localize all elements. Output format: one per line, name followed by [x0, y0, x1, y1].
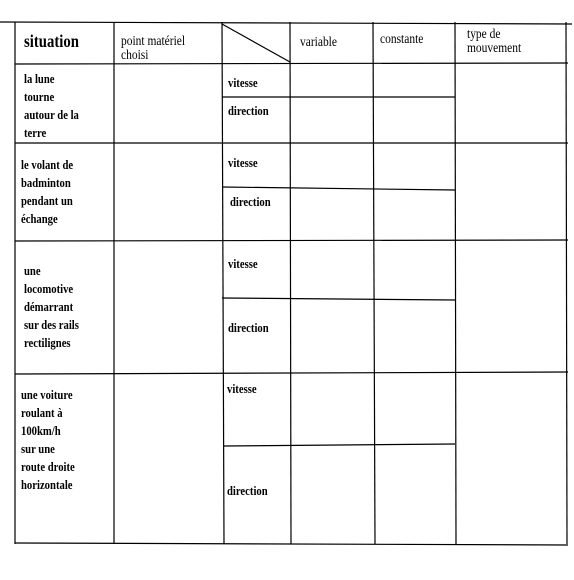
- row-4-situation: une voiture roulant à 100km/h sur une route droite horizontale: [21, 387, 75, 492]
- row-4-direction: direction: [227, 483, 268, 498]
- row-1-direction: direction: [228, 103, 269, 118]
- header-situation: situation: [24, 31, 79, 51]
- header-type-mouvement: type de mouvement: [467, 27, 522, 56]
- header-point-materiel: point matériel choisi: [121, 34, 186, 63]
- header-variable: variable: [300, 35, 337, 50]
- row-2-vitesse: vitesse: [228, 155, 258, 170]
- row-1-situation: la lune tourne autour de la terre: [24, 71, 79, 140]
- header-constante: constante: [380, 32, 424, 47]
- row-4-vitesse: vitesse: [227, 381, 257, 396]
- row-1-vitesse: vitesse: [228, 75, 258, 90]
- row-3-situation: une locomotive démarrant sur des rails rectilignes: [24, 263, 79, 350]
- row-3-vitesse: vitesse: [228, 256, 258, 271]
- row-2-direction: direction: [230, 194, 271, 209]
- row-2-situation: le volant de badminton pendant un échange: [21, 157, 74, 226]
- row-3-direction: direction: [228, 320, 269, 335]
